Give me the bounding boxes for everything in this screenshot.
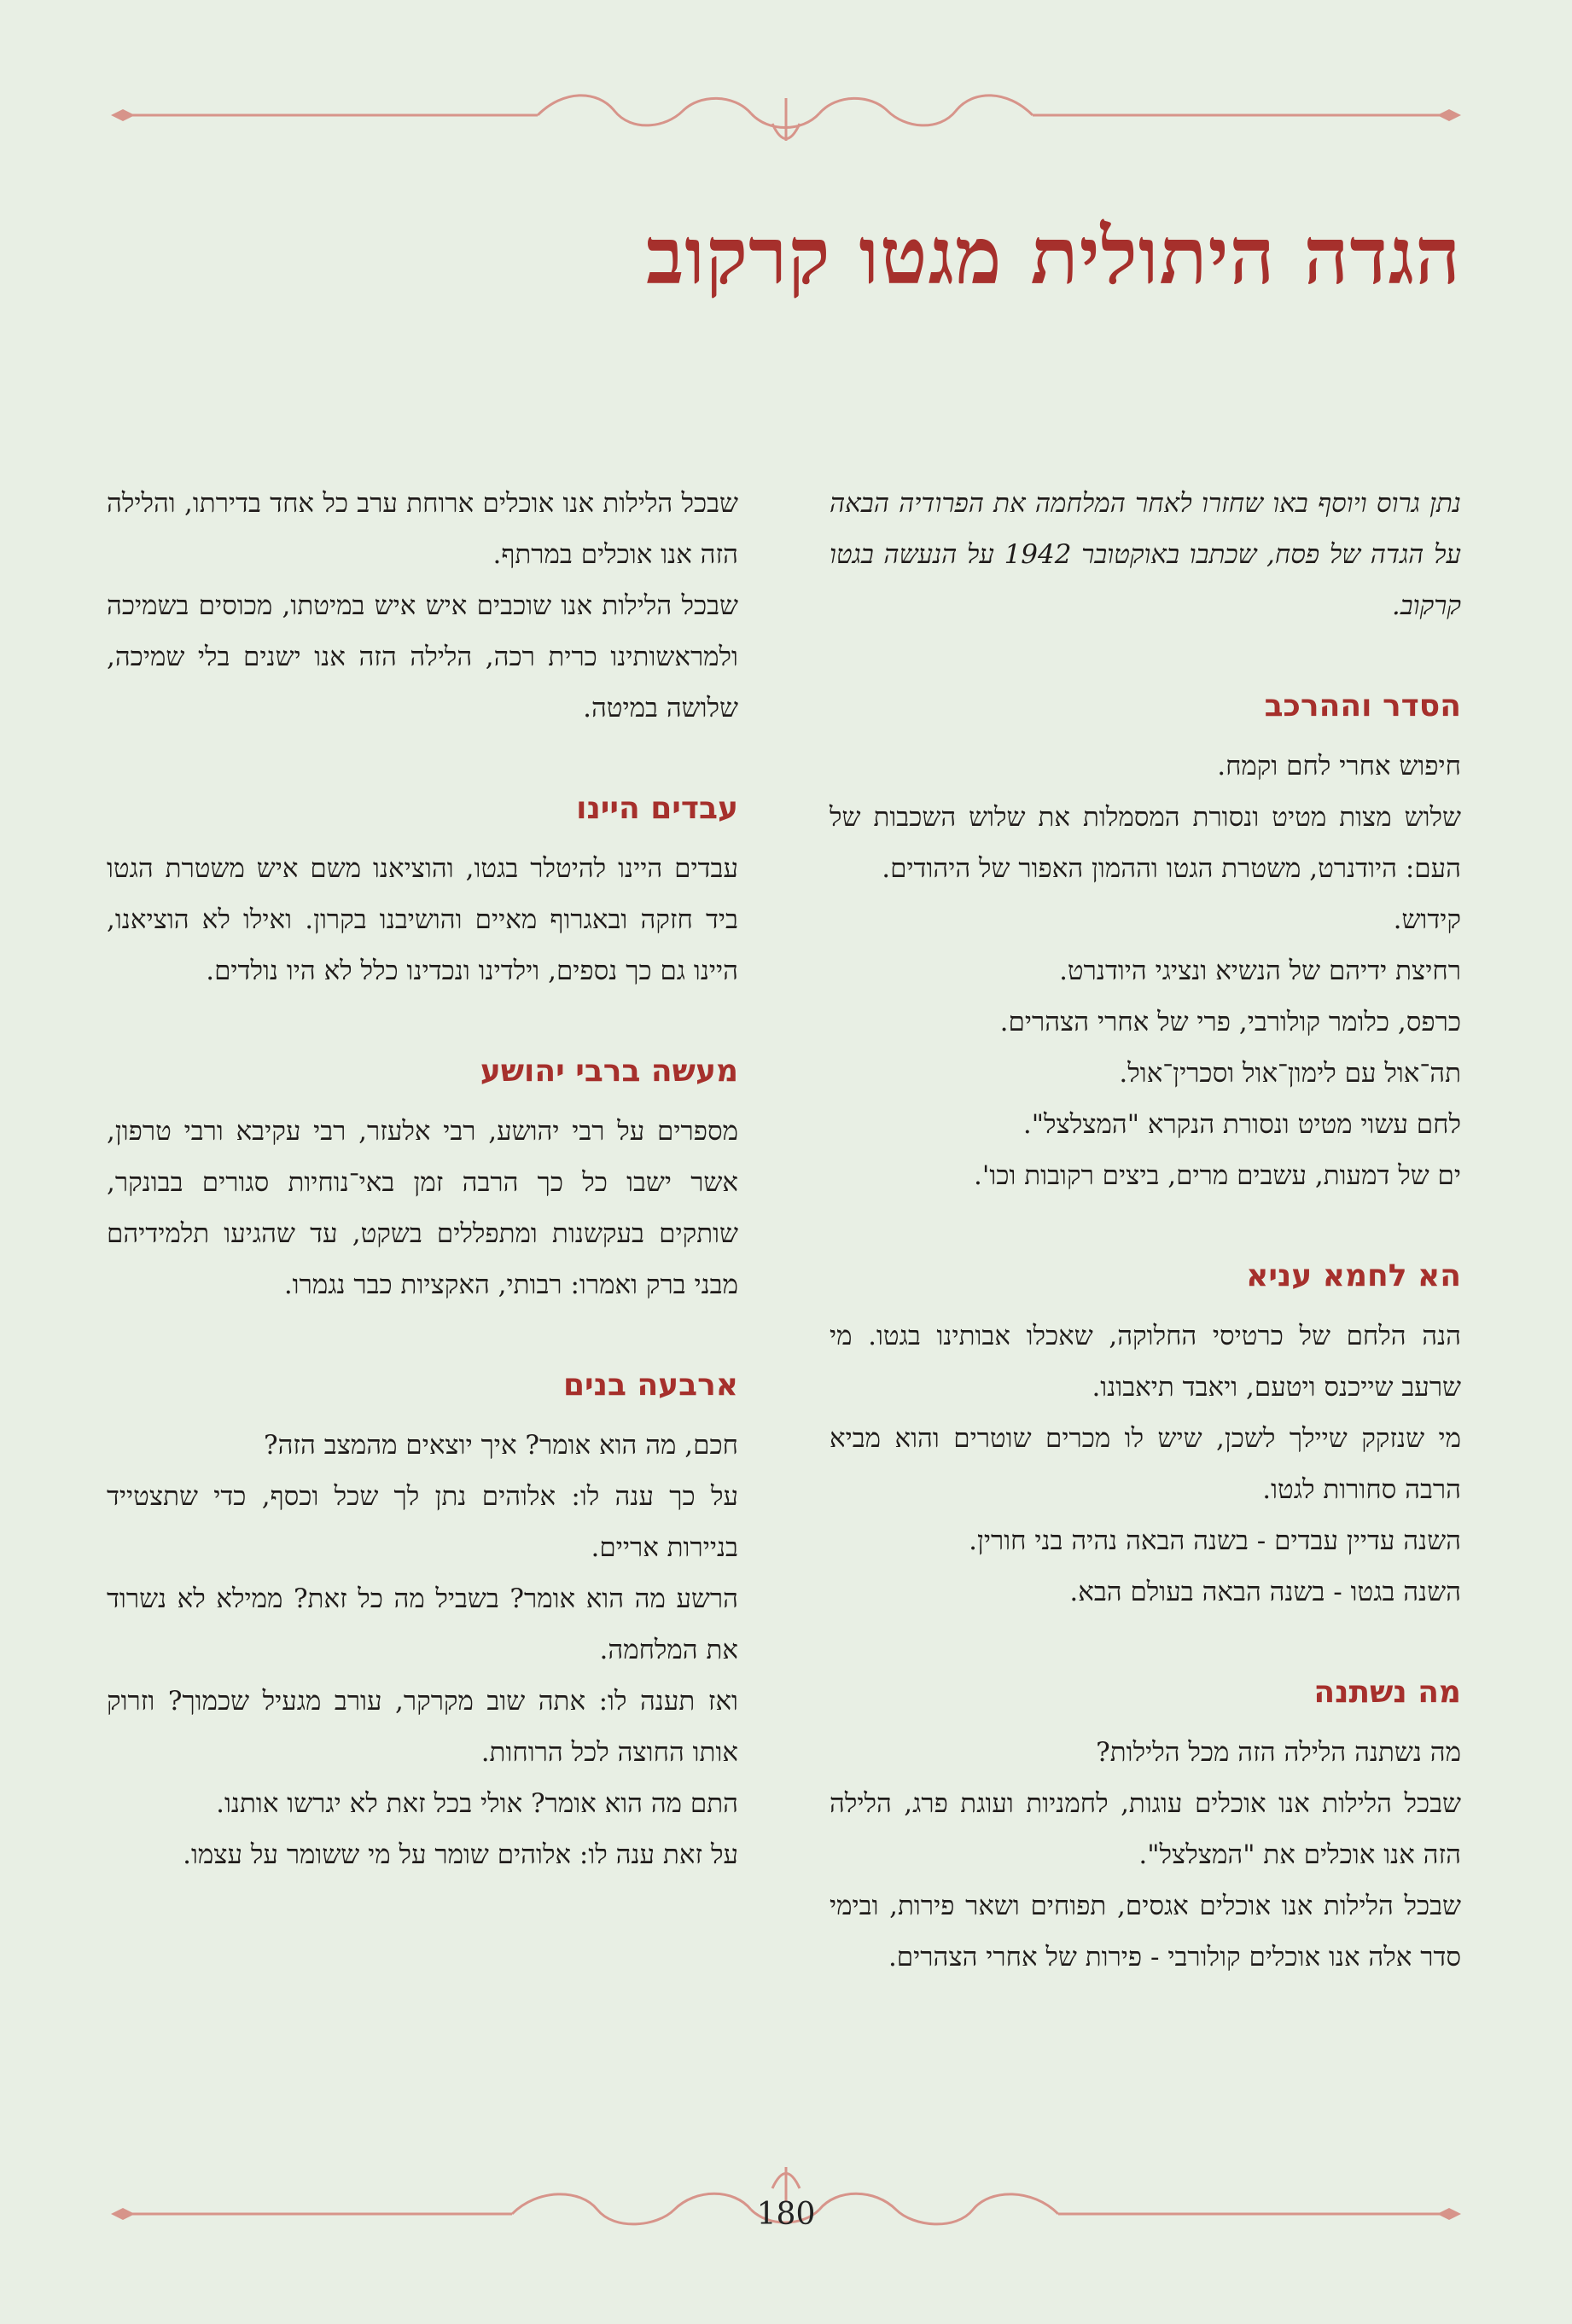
section-maase bbox=[107, 1046, 738, 1310]
paragraph: קידוש. bbox=[1393, 904, 1461, 935]
section-avadim bbox=[107, 783, 738, 996]
paragraph: מספרים על רבי יהושע, רבי אלעזר, רבי עקיבא ורבי טרפון, אשר ישבו כל כך הרבה זמן באי־נוחיות סגורים בבונקר, שותקים בעקשנות ומתפללים בשקט, עד שהגיעו תלמידיהם מבני ברק ואמרו: רבותי, האקציות כבר נגמרו. bbox=[107, 1116, 738, 1300]
paragraph: שבכל הלילות אנו שוכבים איש איש במיטתו, מכוסים בשמיכה ולמראשותינו כרית רכה, הלילה הזה אנו ישנים בלי שמיכה, שלושה במיטה. bbox=[107, 590, 738, 723]
top-ornament-divider bbox=[0, 81, 1572, 158]
paragraph: כרפס, כלומר קולורבי, פרי של אחרי הצהרים. bbox=[999, 1007, 1461, 1037]
section-heading: מה נשתנה bbox=[1313, 1675, 1461, 1710]
paragraph: ים של דמעות, עשבים מרים, ביצים רקובות וכו'. bbox=[974, 1160, 1461, 1191]
paragraph: שבכל הלילות אנו אוכלים עוגות, לחמניות ועוגת פרג, הלילה הזה אנו אוכלים את "המצלצל". bbox=[830, 1788, 1461, 1870]
left-column bbox=[107, 478, 738, 1930]
paragraph: על כך ענה לו: אלוהים נתן לך שכל וכסף, כדי שתצטייד בניירות אריים. bbox=[107, 1481, 738, 1563]
paragraph: שבכל הלילות אנו אוכלים אגסים, תפוחים ושאר פירות, ובימי סדר אלה אנו אוכלים קולורבי - פירות של אחרי הצהרים. bbox=[830, 1891, 1461, 1972]
right-column bbox=[830, 478, 1461, 2032]
paragraph: ואז תענה לו: אתה שוב מקרקר, עורב מגעיל שכמוך? וזרוק אותו החוצה לכל הרוחות. bbox=[107, 1686, 738, 1768]
paragraph: חכם, מה הוא אומר? איך יוצאים מהמצב הזה? bbox=[263, 1430, 738, 1461]
paragraph: התם מה הוא אומר? אולי בכל זאת לא יגרשו אותנו. bbox=[216, 1788, 738, 1819]
paragraph: הרשע מה הוא אומר? בשביל מה כל זאת? ממילא לא נשרוד את המלחמה. bbox=[107, 1583, 738, 1665]
intro-paragraph: נתן גרוס ויוסף באו שחזרו לאחר המלחמה את הפרודיה הבאה על הגדה של פסח, שכתבו באוקטובר 1942 על הנעשה בגטו קרקוב. bbox=[830, 488, 1461, 621]
page-number: 180 bbox=[756, 2197, 816, 2232]
paragraph: לחם עשוי מטיט ונסורת הנקרא "המצלצל". bbox=[1022, 1109, 1461, 1140]
section-heading: עבדים היינו bbox=[576, 791, 738, 826]
paragraph: חיפוש אחרי לחם וקמח. bbox=[1217, 751, 1461, 781]
paragraph: תה־אול עם לימון־אול וסכרין־אול. bbox=[1119, 1058, 1461, 1089]
section-ha-lachma bbox=[830, 1251, 1461, 1618]
paragraph: השנה עדיין עבדים - בשנה הבאה נהיה בני חורין. bbox=[969, 1525, 1461, 1556]
section-ma-nishtana bbox=[830, 1667, 1461, 1983]
paragraph: מה נשתנה הלילה הזה מכל הלילות? bbox=[1096, 1737, 1461, 1768]
paragraph: שלוש מצות מטיט ונסורת המסמלות את שלוש השכבות של העם: היודנרט, משטרת הגטו וההמון האפור של היהודים. bbox=[830, 802, 1461, 884]
paragraph: על זאת ענה לו: אלוהים שומר על מי ששומר על עצמו. bbox=[183, 1839, 738, 1870]
section-heading: הא לחמא עניא bbox=[1246, 1258, 1461, 1293]
section-seder bbox=[830, 681, 1461, 1201]
section-heading: ארבעה בנים bbox=[562, 1368, 738, 1403]
page-title: הגדה היתולית מגטו קרקוב bbox=[645, 210, 1461, 302]
paragraph: שבכל הלילות אנו אוכלים ארוחת ערב כל אחד בדירתו, והלילה הזה אנו אוכלים במרתף. bbox=[107, 488, 738, 570]
section-continuation bbox=[107, 478, 738, 734]
paragraph: השנה בגטו - בשנה הבאה בעולם הבא. bbox=[1069, 1577, 1461, 1607]
paragraph: מי שנזקק שיילך לשכן, שיש לו מכרים שוטרים והוא מביא הרבה סחורות לגטו. bbox=[830, 1423, 1461, 1505]
paragraph: רחיצת ידיהם של הנשיא ונציגי היודנרט. bbox=[1059, 956, 1461, 986]
section-heading: מעשה ברבי יהושע bbox=[480, 1054, 738, 1089]
paragraph: עבדים היינו להיטלר בגטו, והוציאנו משם איש משטרת הגטו ביד חזקה ובאגרוף מאיים והושיבנו בקרון. ואילו לא הוציאנו, היינו גם כך נספים, וילדינו ונכדינו כלל לא היו נולדים. bbox=[107, 853, 738, 986]
paragraph: הנה הלחם של כרטיסי החלוקה, שאכלו אבותינו בגטו. מי שרעב שייכנס ויטעם, ויאבד תיאבונו. bbox=[830, 1321, 1461, 1403]
section-heading: הסדר וההרכב bbox=[1264, 688, 1461, 723]
section-arbaa-banim bbox=[107, 1360, 738, 1880]
